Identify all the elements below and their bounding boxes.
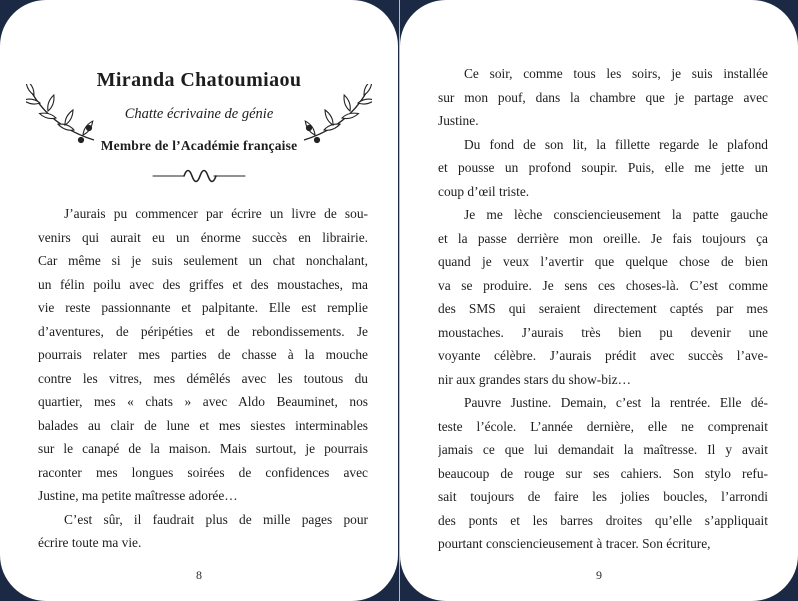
left-page xyxy=(0,0,398,601)
paragraph: Ce soir, comme tous les soirs, je suis installée sur mon pouf, dans la chambre que je partage avec Justine. xyxy=(438,66,768,128)
chapter-title: Miranda Chatoumiaou xyxy=(96,69,302,91)
squiggle-flourish-divider-icon xyxy=(0,168,398,184)
right-page-body xyxy=(438,62,768,556)
paragraph: Du fond de son lit, la fillette regarde le plafond et pousse un profond soupir. Puis, elle me jette un coup d’œil triste. xyxy=(438,136,768,199)
paragraph: Je me lèche consciencieusement la patte gauche et la passe derrière mon oreille. Je fais toujours ça quand je veux l’avertir que quelque chose de bien va se produire. Je sens ces choses-là. C’est comme des SMS qui seraient directement captés par mes moustaches. J’aurais très bien pu devenir une voyante célèbre. J’aurais prédit avec succès l’ave- nir aux grandes stars du show-biz… xyxy=(438,207,768,387)
paragraph: Pauvre Justine. Demain, c’est la rentrée. Elle dé- teste l’école. L’année dernière, elle ne comprenait jamais ce que lui demandait la maîtresse. Il y avait beaucoup de rouge sur ses cahiers. Son stylo refu- sait toujours de faire les jolies boucles, l’arrondi des ponts et les barres droites qu’elle s’appliquait pourtant consciencieusement à tracer. Son écriture, xyxy=(438,395,768,551)
page-number-right: 9 xyxy=(596,568,602,582)
olive-branch-left-icon xyxy=(26,84,98,146)
page-gutter-divider xyxy=(399,0,400,601)
paragraph: C’est sûr, il faudrait plus de mille pages pour écrire toute ma vie. xyxy=(38,511,368,550)
chapter-header xyxy=(0,68,398,184)
right-page xyxy=(400,0,798,601)
chapter-subtitle: Chatte écrivaine de génie xyxy=(124,106,274,122)
paragraph: J’aurais pu commencer par écrire un livre de sou- venirs qui aurait eu un énorme succès en librairie. Car même si je suis seulement un chat nonchalant, un félin poilu avec des griffes et des moustaches, ma vie reste passionnante et palpitante. Elle est remplie d’aventures, de péripéties et de rebondissements. Je pourrais relater mes parties de chasse à la mouche contre les vitres, mes démêlés avec les toutous du quartier, mes « chats » avec Aldo Beauminet, nos balades au clair de lune et mes siestes interminables sur le canapé de la maison. Mais surtout, je pourrais raconter mes longues soirées de confidences avec Justine, ma petite maîtresse adorée… xyxy=(38,206,368,503)
olive-branch-right-icon xyxy=(300,84,372,146)
page-number-left: 8 xyxy=(196,568,202,582)
chapter-affiliation: Membre de l’Académie française xyxy=(100,138,298,153)
left-page-body xyxy=(38,202,368,555)
